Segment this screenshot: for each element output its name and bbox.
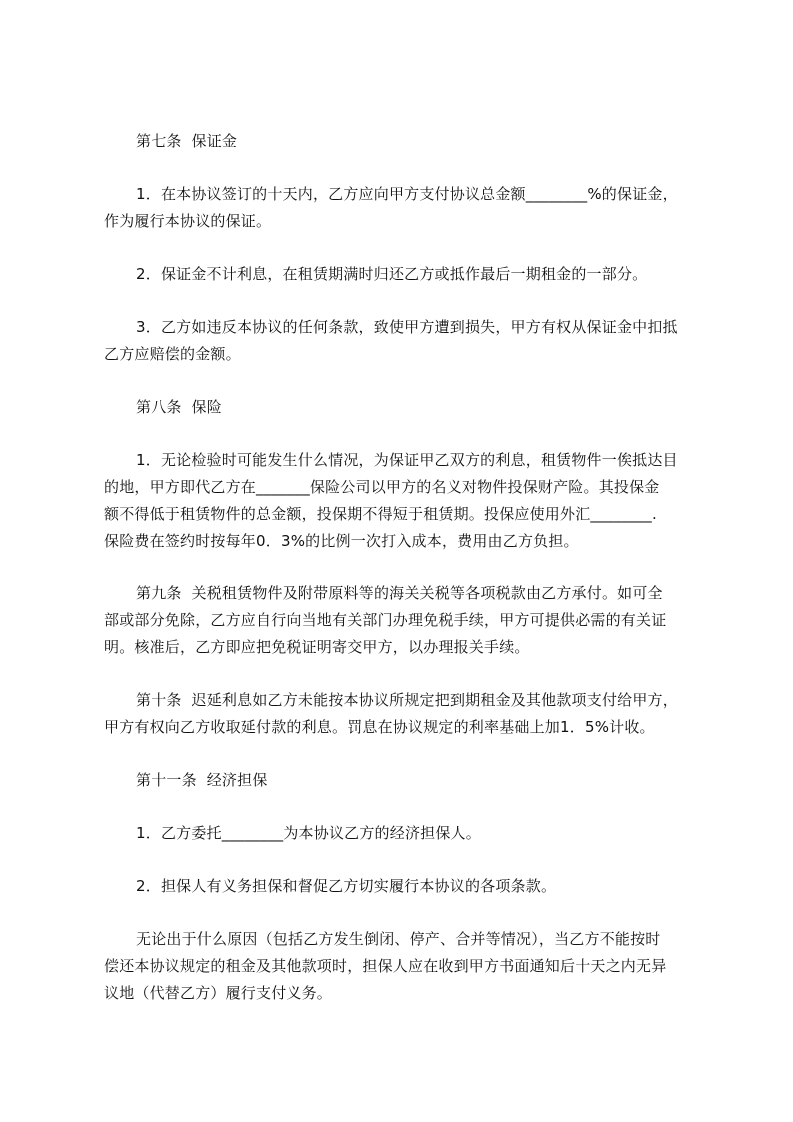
article-9-line-2: 部或部分免除，乙方应自行向当地有关部门办理免税手续，甲方可提供必需的有关证 xyxy=(104,611,667,629)
article-8-paragraph-1-line-1: 1．无论检验时可能发生什么情况，为保证甲乙双方的利息，租赁物件一俟抵达目 xyxy=(136,451,678,469)
article-7-heading: 第七条 保证金 xyxy=(136,132,238,150)
article-8-paragraph-1-line-4: 保险费在签约时按每年0．3%的比例一次打入成本，费用由乙方负担。 xyxy=(104,532,579,550)
article-11-heading: 第十一条 经济担保 xyxy=(136,771,268,789)
article-11-paragraph-2: 2．担保人有义务担保和督促乙方切实履行本协议的各项条款。 xyxy=(136,877,557,895)
article-9-line-1: 第九条 关税租赁物件及附带原料等的海关关税等各项税款由乙方承付。如可全 xyxy=(136,584,663,602)
article-8-paragraph-1-line-2: 的地，甲方即代乙方在_______保险公司以甲方的名义对物件投保财产险。其投保金 xyxy=(104,478,660,496)
article-11-paragraph-3-line-1: 无论出于什么原因（包括乙方发生倒闭、停产、合并等情况），当乙方不能按时 xyxy=(136,930,661,948)
article-7-paragraph-1-line-1: 1．在本协议签订的十天内，乙方应向甲方支付协议总金额________%的保证金， xyxy=(136,185,678,203)
article-9-line-3: 明。核准后，乙方即应把免税证明寄交甲方，以办理报关手续。 xyxy=(104,638,530,656)
article-7-paragraph-3-line-2: 乙方应赔偿的金额。 xyxy=(104,345,241,363)
article-7-paragraph-3-line-1: 3．乙方如违反本协议的任何条款，致使甲方遭到损失，甲方有权从保证金中扣抵 xyxy=(136,318,678,336)
article-8-heading: 第八条 保险 xyxy=(136,398,222,416)
article-11-paragraph-3-line-2: 偿还本协议规定的租金及其他款项时，担保人应在收到甲方书面通知后十天之内无异 xyxy=(104,957,667,975)
article-10-line-1: 第十条 迟延利息如乙方未能按本协议所规定把到期租金及其他款项支付给甲方， xyxy=(136,691,678,709)
article-11-paragraph-1: 1．乙方委托________为本协议乙方的经济担保人。 xyxy=(136,824,481,842)
article-11-paragraph-3-line-3: 议地（代替乙方）履行支付义务。 xyxy=(104,984,333,1002)
article-8-paragraph-1-line-3: 额不得低于租赁物件的总金额，投保期不得短于租赁期。投保应使用外汇________. xyxy=(104,505,657,523)
article-7-paragraph-1-line-2: 作为履行本协议的保证。 xyxy=(104,212,272,230)
article-10-line-2: 甲方有权向乙方收取延付款的利息。罚息在协议规定的利率基础上加1．5%计收。 xyxy=(104,718,655,736)
article-7-paragraph-2: 2．保证金不计利息，在租赁期满时归还乙方或抵作最后一期租金的一部分。 xyxy=(136,265,648,283)
